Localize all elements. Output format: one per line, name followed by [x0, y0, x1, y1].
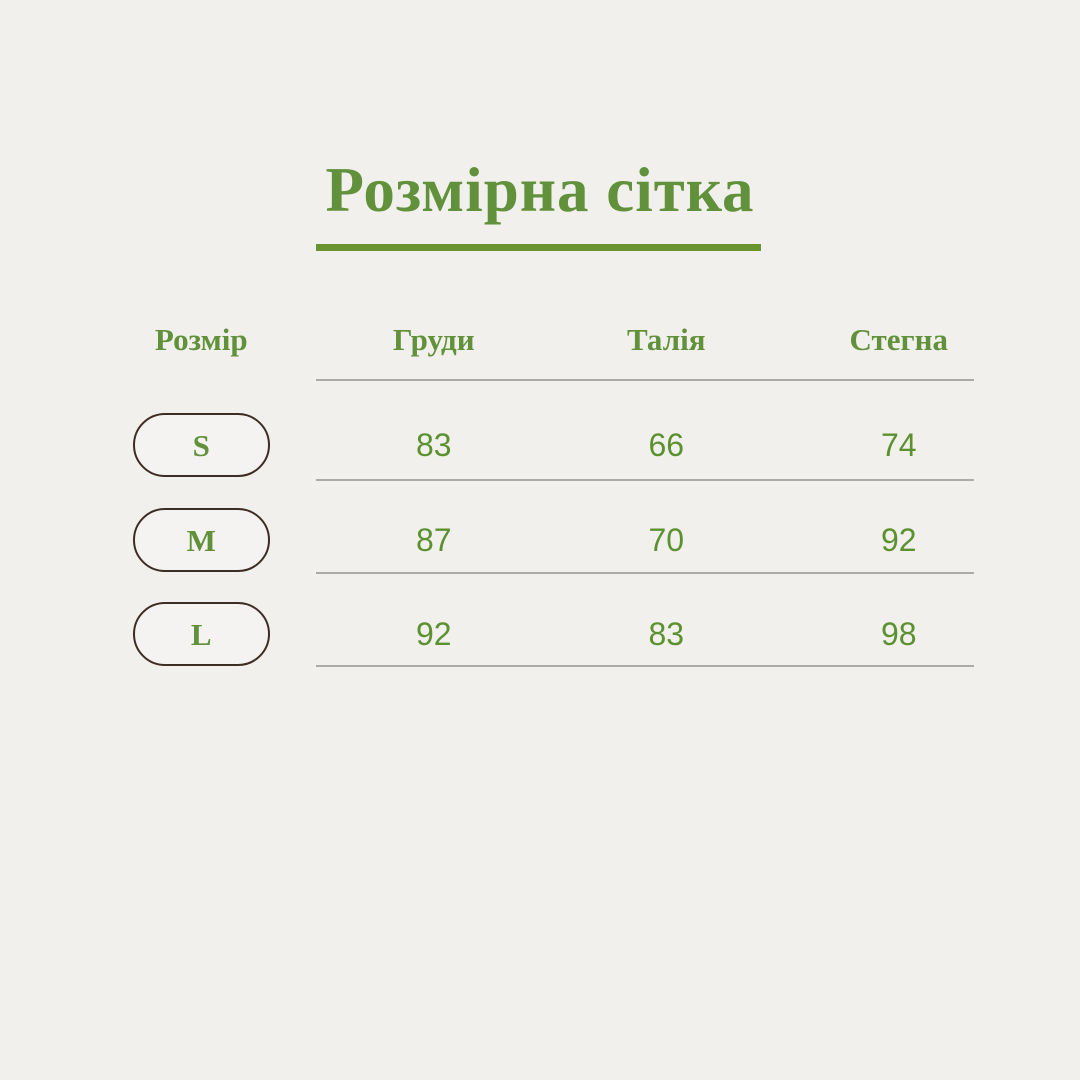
column-header-hips: Стегна [849, 322, 948, 357]
page-title: Розмірна сітка [325, 155, 755, 226]
size-pill-label: S [192, 427, 210, 463]
header-separator [316, 379, 974, 381]
size-pill-m[interactable] [133, 508, 270, 572]
table-row [85, 507, 1015, 573]
table-header-row [85, 318, 1015, 362]
row-separator [316, 665, 974, 667]
column-header-chest: Груди [392, 322, 475, 357]
size-pill-label: L [190, 616, 212, 652]
cell-waist-l: 83 [648, 616, 685, 652]
size-pill-s[interactable] [133, 413, 270, 477]
cell-waist-s: 66 [648, 427, 685, 463]
cell-hips-l: 98 [880, 616, 917, 652]
cell-waist-m: 70 [648, 522, 685, 558]
column-header-size: Розмір [154, 322, 248, 357]
size-pill-label: M [186, 522, 216, 558]
row-separator [316, 479, 974, 481]
cell-chest-m: 87 [415, 522, 452, 558]
cell-chest-s: 83 [415, 427, 452, 463]
cell-chest-l: 92 [415, 616, 452, 652]
table-row [85, 412, 1015, 478]
cell-hips-s: 74 [880, 427, 917, 463]
row-separator [316, 572, 974, 574]
size-pill-l[interactable] [133, 602, 270, 666]
table-row [85, 601, 1015, 667]
title-divider [316, 244, 761, 251]
cell-hips-m: 92 [880, 522, 917, 558]
column-header-waist: Талія [627, 322, 706, 357]
